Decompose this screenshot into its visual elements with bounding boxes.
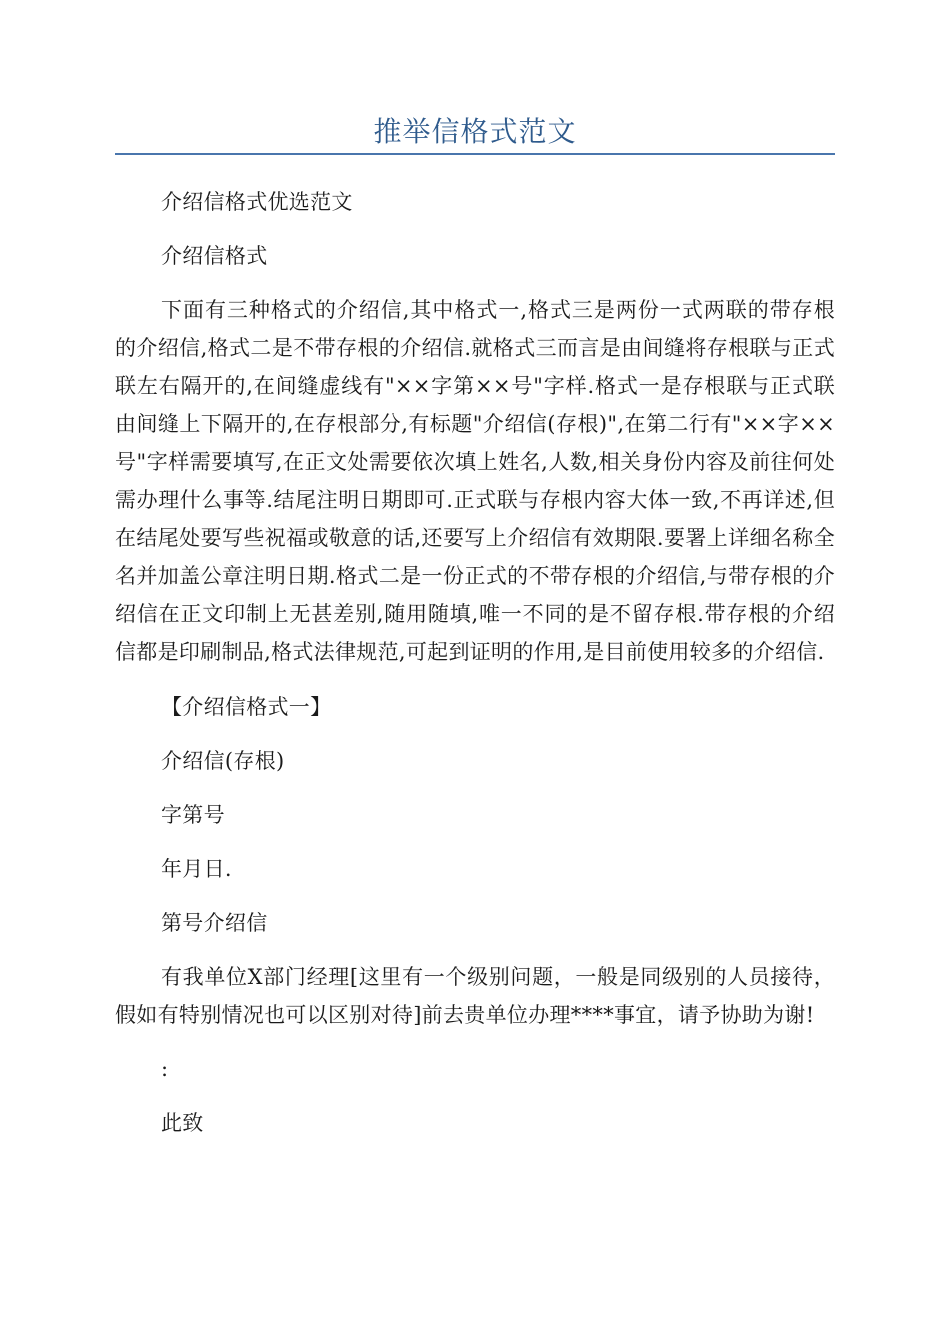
- paragraph-date: 年月日.: [161, 857, 232, 881]
- paragraph-letter-body: 有我单位X部门经理[这里有一个级别问题，一般是同级别的人员接待，假如有特别情况也可以区别对待]前去贵单位办理****事宜，请予协助为谢!: [115, 965, 835, 1027]
- document-title: 推举信格式范文: [373, 115, 577, 148]
- paragraph-main: 下面有三种格式的介绍信,其中格式一,格式三是两份一式两联的带存根的介绍信,格式二是不带存根的介绍信.就格式三而言是由间缝将存根联与正式联左右隔开的,在间缝虚线有"××字第××号"字样.格式一是存根联与正式联由间缝上下隔开的,在存根部分,有标题"介绍信(存根)",在第二行有"××字××号"字样需要填写,在正文处需要依次填上姓名,人数,相关身份内容及前往何处需办理什么事等.结尾注明日期即可.正式联与存根内容大体一致,不再详述,但在结尾处要写些祝福或敬意的话,还要写上介绍信有效期限.要署上详细名称全名并加盖公章注明日期.格式二是一份正式的不带存根的介绍信,与带存根的介绍信在正文印制上无甚差别,随用随填,唯一不同的是不留存根.带存根的介绍信都是印刷制品,格式法律规范,可起到证明的作用,是目前使用较多的介绍信.: [115, 298, 835, 664]
- paragraph-closing: 此致: [161, 1111, 204, 1135]
- paragraph-format-one: 【介绍信格式一】: [161, 695, 332, 719]
- paragraph-subheading: 介绍信格式: [161, 244, 268, 268]
- paragraph-letter-number: 第号介绍信: [161, 911, 268, 935]
- document-page: [115, 0, 835, 1142]
- paragraph-number: 字第号: [161, 803, 225, 827]
- paragraph-heading: 介绍信格式优选范文: [161, 190, 353, 214]
- title-underline: [115, 153, 835, 155]
- paragraph-colon: :: [161, 1057, 169, 1081]
- document-body: [115, 183, 835, 1142]
- paragraph-stub-title: 介绍信(存根): [161, 749, 285, 773]
